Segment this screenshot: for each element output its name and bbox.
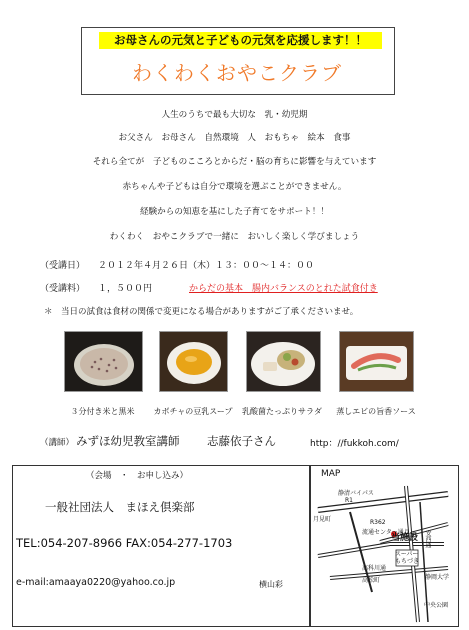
caption-soup: カボチャの豆乳スープ: [153, 407, 233, 416]
map-label-bypass: 静清バイパス: [338, 490, 374, 497]
map-label-chuo: 中央公園: [424, 602, 449, 609]
map-heading: MAP: [321, 469, 341, 479]
map-label-ando: 安西通: [424, 530, 431, 548]
map-label-ryuka: 流通センター通り: [362, 529, 410, 536]
contact-heading: （会場 ・ お申し込み）: [86, 471, 189, 481]
food-photo-shrimp: [339, 331, 414, 392]
map-label-supermarket: スーパー もちづき: [395, 551, 419, 565]
caption-rice: ３分付き米と黒米: [70, 407, 135, 416]
intro-line-2: お父さん お母さん 自然環境 人 おもちゃ 絵本 食事: [118, 133, 351, 143]
page-title: わくわくおやこクラブ: [132, 61, 342, 85]
caption-salad: 乳酸菌たっぷりサラダ: [242, 407, 322, 416]
contact-email[interactable]: e-mail:amaaya0220@yahoo.co.jp: [16, 577, 176, 588]
lecturer-org: みずほ幼児教室講師: [76, 434, 180, 448]
lecturer-url[interactable]: http：//fukkoh.com/: [310, 439, 399, 449]
caption-shrimp: 蒸しエビの旨香ソース: [336, 407, 416, 416]
map-label-takamatsu: 高松町: [362, 577, 381, 584]
fee-value: １，５００円: [98, 284, 153, 294]
contact-org: 一般社団法人 まほえ倶楽部: [45, 500, 195, 514]
fee-note: からだの基本 腸内バランスのとれた試食付き: [189, 284, 378, 294]
map-label-tsuki: 月見町: [313, 516, 332, 523]
intro-line-1: 人生のうちで最も大切な 乳・幼児期: [161, 110, 308, 120]
map-label-kawanishi: 高科川通: [362, 565, 387, 572]
lecturer-name: 志藤依子さん: [207, 434, 276, 448]
intro-line-5: 経験からの知恵を基にした子育てをサポート！！: [139, 207, 330, 217]
contact-phone: TEL:054-207-8966 FAX:054-277-1703: [16, 536, 233, 550]
map-label-asia: 静岡大学: [425, 574, 450, 581]
map-label-venue: 当施設: [391, 533, 419, 543]
map-label-r1: R1: [345, 497, 353, 504]
intro-line-3: それら全てが 子どものこころとからだ・脳の育ちに影響を与えています: [92, 157, 377, 167]
date-label: （受講日）: [40, 261, 86, 271]
intro-line-6: わくわく おやこクラブで一緒に おいしく楽しく学びましょう: [109, 232, 360, 242]
food-photo-salad: [246, 331, 321, 392]
intro-line-4: 赤ちゃんや子どもは自分で環境を選ぶことができません。: [122, 182, 347, 192]
contact-sign: 横山彩: [259, 580, 283, 589]
lecturer-label: （講師）: [40, 438, 75, 448]
food-photo-rice: [64, 331, 143, 392]
food-photo-soup: [159, 331, 228, 392]
tagline: お母さんの元気と子どもの元気を応援します！！: [99, 32, 382, 49]
notice: ＊ 当日の試食は食材の関係で変更になる場合がありますがご了承くださいませ。: [44, 307, 359, 317]
map-label-r362: R362: [370, 519, 386, 526]
fee-label: （受講料）: [40, 284, 86, 294]
date-value: ２０１２年４月２６日（木）１３：００～１４：００: [98, 261, 315, 271]
